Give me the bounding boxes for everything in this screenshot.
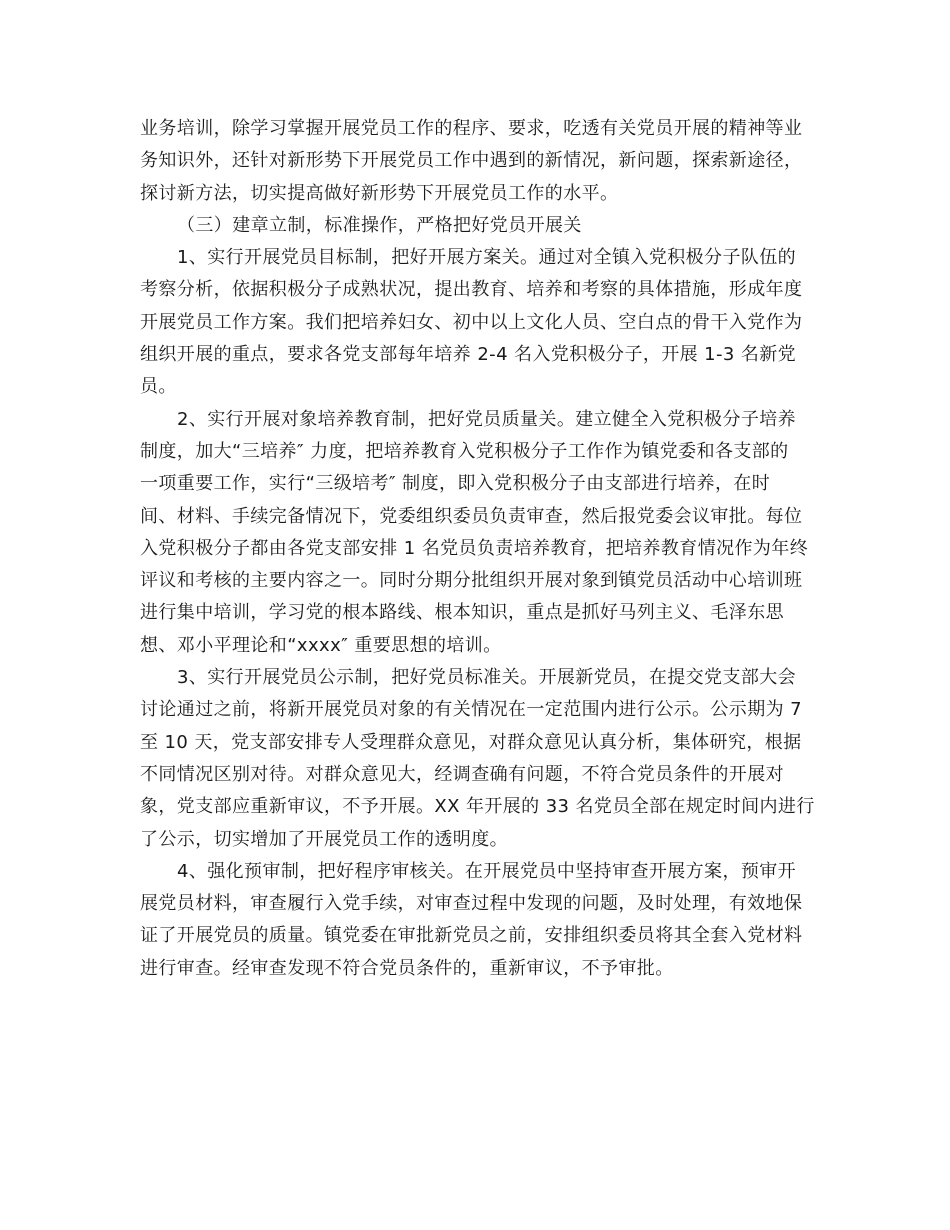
text-line: 探讨新方法，切实提高做好新形势下开展党员工作的水平。	[140, 182, 619, 204]
text-line: 员。	[140, 376, 177, 398]
text-line: 象，党支部应重新审议，不予开展。XX 年开展的 33 名党员全部在规定时间内进行	[140, 796, 815, 818]
text-line: 间、材料、手续完备情况下，党委组织委员负责审查，然后报党委会议审批。每位	[140, 505, 803, 527]
text-line: 展党员材料，审查履行入党手续，对审查过程中发现的问题，及时处理，有效地保	[140, 893, 803, 915]
text-line: 至 10 天，党支部安排专人受理群众意见，对群众意见认真分析，集体研究，根据	[140, 731, 802, 753]
text-line: 进行集中培训，学习党的根本路线、根本知识，重点是抓好马列主义、毛泽东思	[140, 602, 784, 624]
document-body	[140, 113, 820, 985]
text-line: 不同情况区别对待。对群众意见大，经调查确有问题，不符合党员条件的开展对	[140, 763, 784, 785]
text-line: 业务培训，除学习掌握开展党员工作的程序、要求，吃透有关党员开展的精神等业	[140, 118, 803, 139]
text-line: 制度，加大“三培养″ 力度，把培养教育入党积极分子工作作为镇党委和各支部的	[140, 440, 789, 462]
paragraph-first-line: 1、实行开展党员目标制，把好开展方案关。通过对全镇入党积极分子队伍的	[177, 247, 797, 269]
text-line: 入党积极分子都由各党支部安排 1 名党员负责培养教育，把培养教育情况作为年终	[140, 537, 809, 559]
paragraph-first-line: 4、强化预审制，把好程序审核关。在开展党员中坚持审查开展方案，预审开	[177, 860, 797, 882]
text-line: 讨论通过之前，将新开展党员对象的有关情况在一定范围内进行公示。公示期为 7	[140, 699, 802, 721]
text-line: 了公示，切实增加了开展党员工作的透明度。	[140, 828, 508, 850]
text-line: 组织开展的重点，要求各党支部每年培养 2-4 名入党积极分子，开展 1-3 名新党	[140, 344, 797, 366]
text-line: 一项重要工作，实行“三级培考″ 制度，即入党积极分子由支部进行培养，在时	[140, 473, 771, 495]
text-line: 进行审查。经审查发现不符合党员条件的，重新审议，不予审批。	[140, 957, 674, 979]
text-line: 务知识外，还针对新形势下开展党员工作中遇到的新情况，新问题，探索新途径，	[140, 150, 803, 172]
text-line: 评议和考核的主要内容之一。同时分期分批组织开展对象到镇党员活动中心培训班	[140, 570, 803, 592]
text-line: 想、邓小平理论和“xxxx″ 重要思想的培训。	[140, 634, 502, 656]
paragraph-first-line: 3、实行开展党员公示制，把好党员标准关。开展新党员，在提交党支部大会	[177, 667, 797, 689]
paragraph-first-line: 2、实行开展对象培养教育制，把好党员质量关。建立健全入党积极分子培养	[177, 408, 797, 430]
text-line: 考察分析，依据积极分子成熟状况，提出教育、培养和考察的具体措施，形成年度	[140, 279, 803, 301]
section-heading: （三）建章立制，标准操作，严格把好党员开展关	[177, 214, 582, 236]
text-line: 证了开展党员的质量。镇党委在审批新党员之前，安排组织委员将其全套入党材料	[140, 925, 803, 947]
text-line: 开展党员工作方案。我们把培养妇女、初中以上文化人员、空白点的骨干入党作为	[140, 311, 803, 333]
